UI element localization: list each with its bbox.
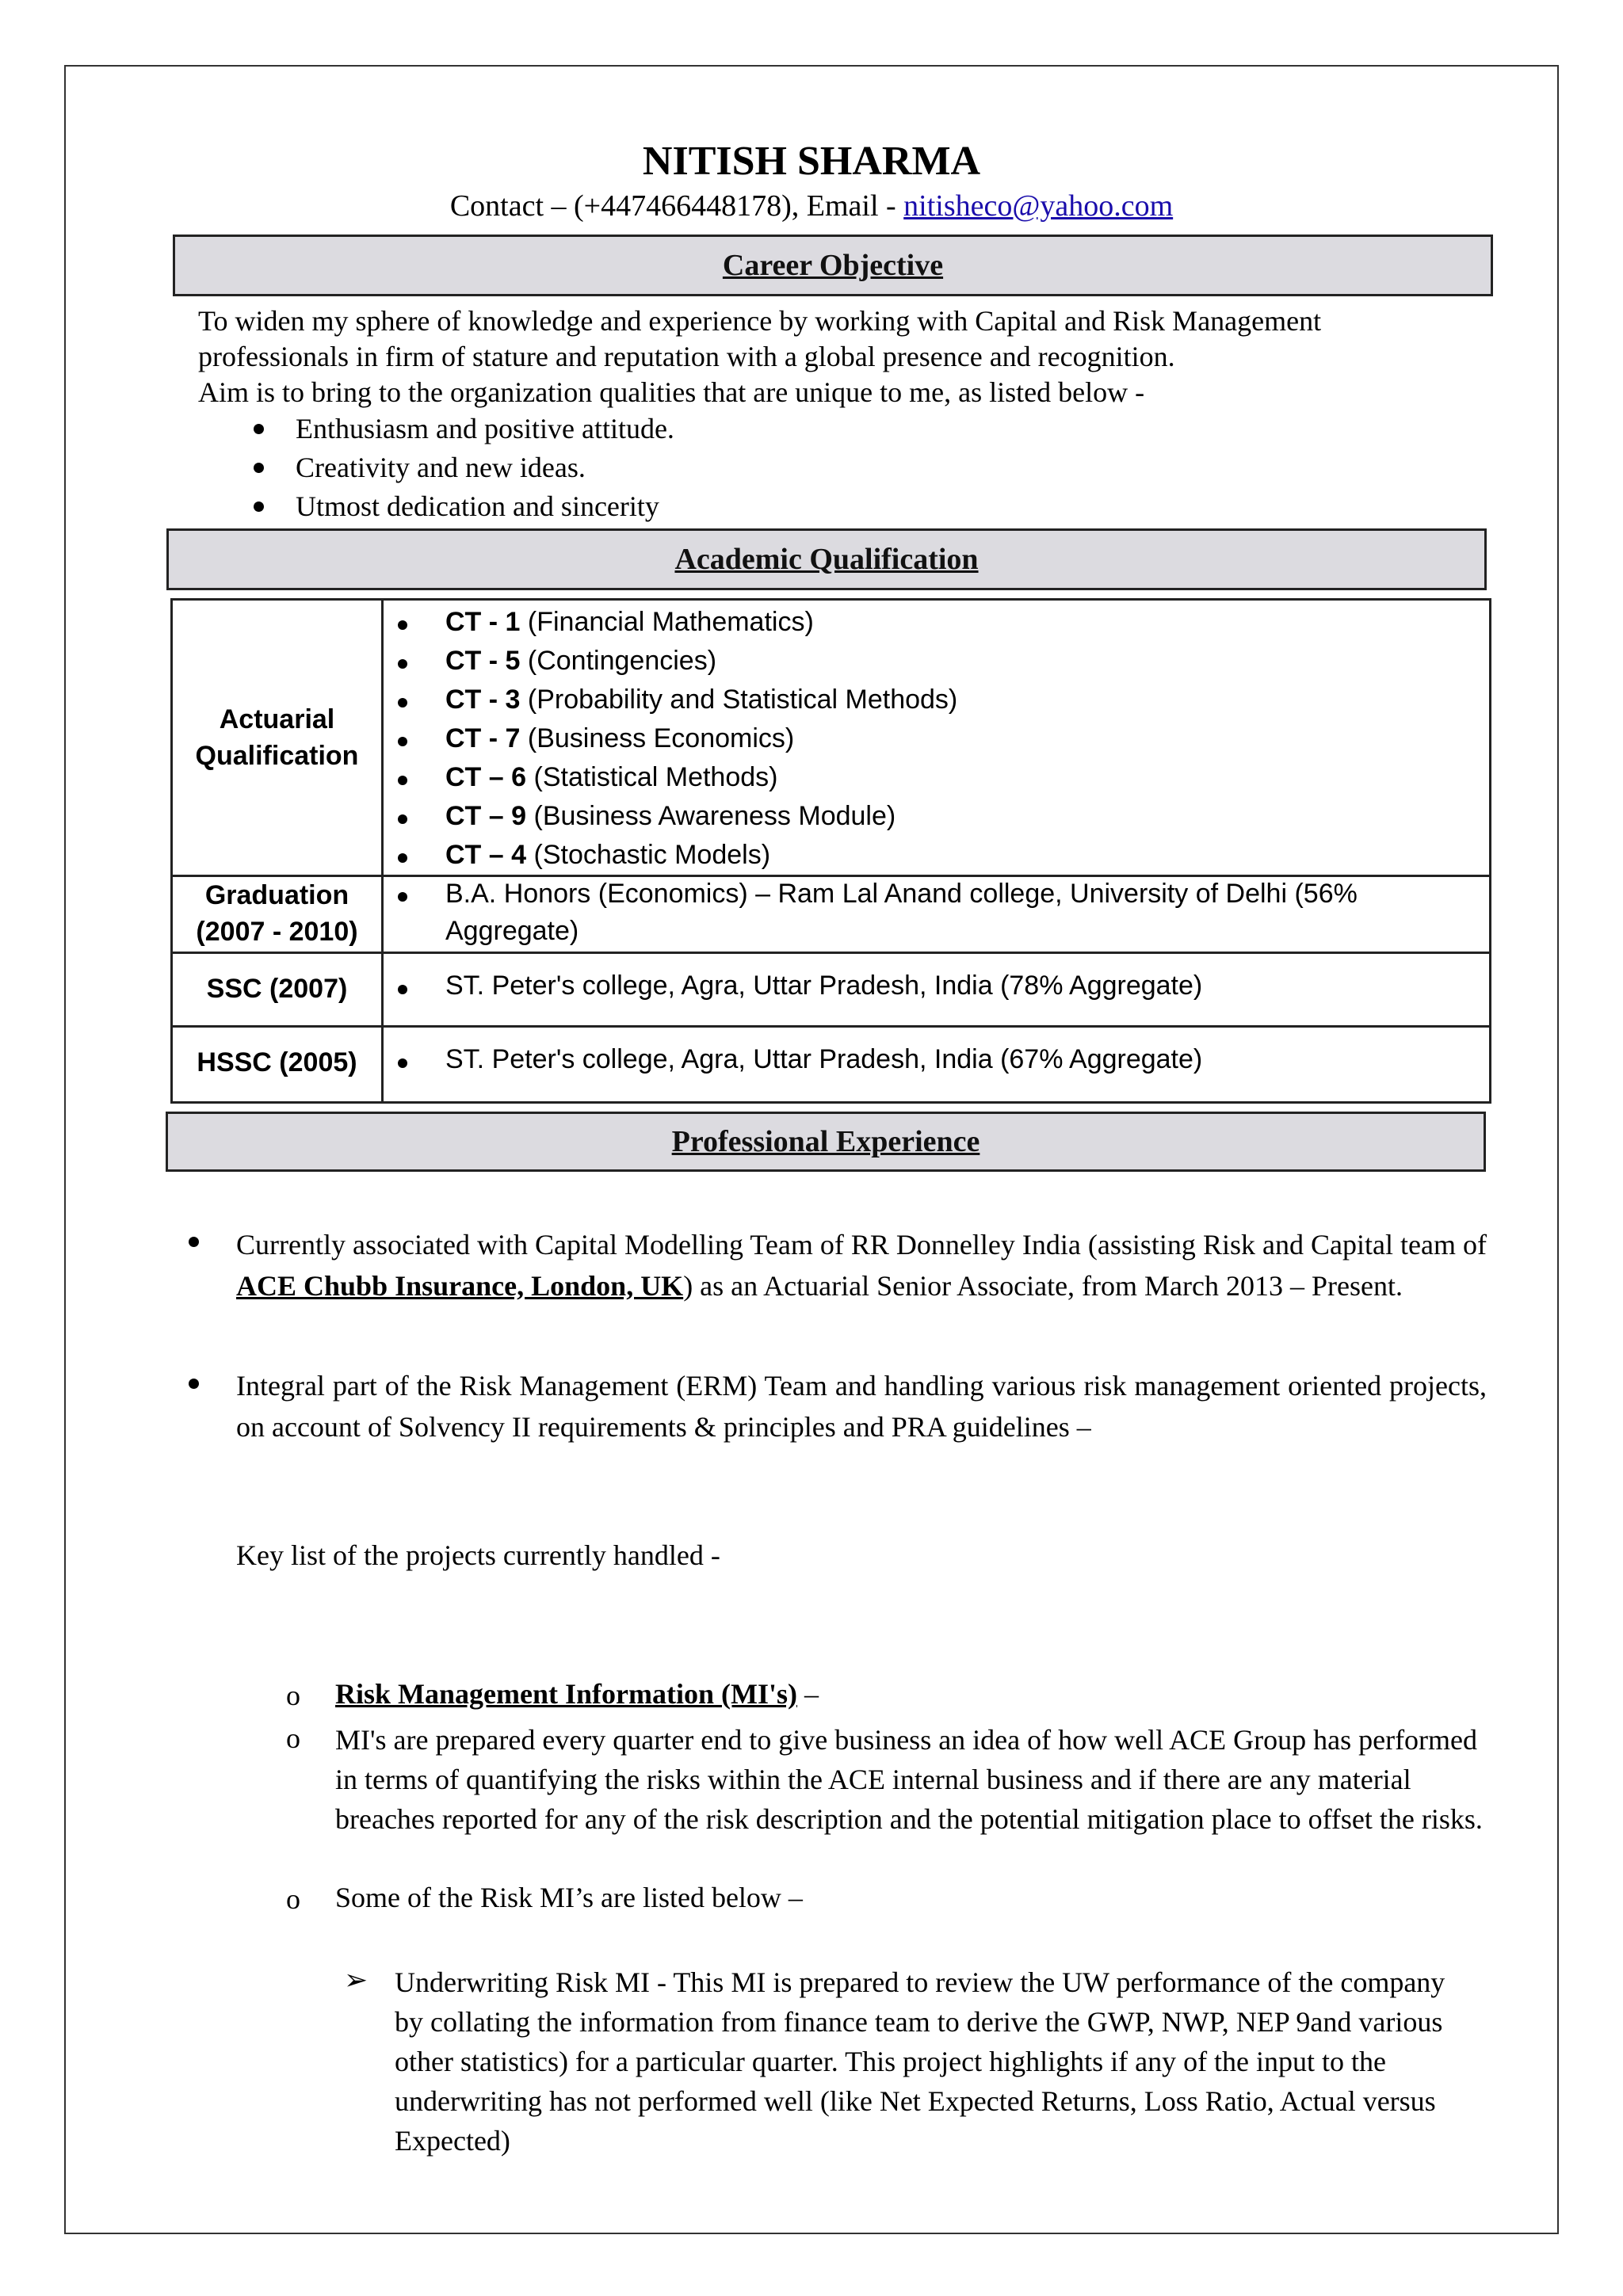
exam-code: CT – 9: [445, 801, 527, 831]
graduation-detail: Aggregate): [445, 916, 579, 946]
exam-desc: (Business Economics): [520, 723, 795, 753]
academic-qualification-heading: Academic Qualification: [166, 528, 1487, 590]
sub-bullet-marker: o: [286, 1883, 300, 1915]
bullet-dot: [398, 698, 407, 707]
bullet-dot: [398, 892, 407, 902]
graduation-label-line: Graduation: [204, 880, 349, 910]
sub-bullet-marker: o: [286, 1680, 300, 1711]
hssc-detail: ST. Peter's college, Agra, Uttar Pradesh, India (67% Aggregate): [445, 1044, 1203, 1074]
exam-item: [445, 685, 957, 715]
experience-item: [236, 1224, 1487, 1306]
bullet-dot: [254, 463, 264, 473]
bullet-dot: [189, 1237, 199, 1247]
qualification-table: [170, 598, 1491, 1104]
exam-desc: (Stochastic Models): [526, 840, 771, 870]
exam-item: [445, 646, 716, 677]
objective-line: professionals in firm of stature and reputation with a global presence and recognition.: [198, 341, 1175, 372]
mi-title: Risk Management Information (MI's): [335, 1678, 797, 1710]
quality-item: Creativity and new ideas.: [296, 452, 586, 483]
ssc-label: SSC (2007): [206, 974, 348, 1004]
exam-item: [445, 762, 778, 793]
candidate-name: NITISH SHARMA: [642, 139, 981, 184]
bullet-dot: [189, 1379, 199, 1389]
experience-text: ) as an Actuarial Senior Associate, from March 2013 – Present.: [683, 1270, 1403, 1302]
exam-desc: (Financial Mathematics): [520, 607, 814, 637]
mi-dash: –: [796, 1678, 819, 1710]
exam-code: CT - 3: [445, 685, 521, 715]
contact-line: [0, 189, 1623, 223]
exam-desc: (Probability and Statistical Methods): [520, 685, 958, 715]
actuarial-label-line: Actuarial: [219, 704, 335, 734]
exam-item: [445, 840, 770, 871]
quality-item: Enthusiasm and positive attitude.: [296, 413, 674, 444]
graduation-detail: B.A. Honors (Economics) – Ram Lal Anand college, University of Delhi (56%: [445, 879, 1358, 909]
actuarial-label-line: Qualification: [195, 741, 359, 771]
bullet-dot: [254, 424, 264, 434]
exam-code: CT – 4: [445, 840, 527, 870]
hssc-label: HSSC (2005): [197, 1047, 357, 1077]
ssc-detail: ST. Peter's college, Agra, Uttar Pradesh, India (78% Aggregate): [445, 971, 1203, 1001]
bullet-dot: [398, 1058, 407, 1068]
exam-desc: (Contingencies): [520, 646, 717, 676]
exam-code: CT – 6: [445, 762, 527, 792]
exam-item: [445, 607, 814, 638]
graduation-label-line: (2007 - 2010): [196, 917, 358, 947]
sub-bullet-marker: o: [286, 1722, 300, 1754]
bullet-dot: [398, 737, 407, 746]
company-name: ACE Chubb Insurance, London, UK: [236, 1270, 684, 1302]
mi-heading: [335, 1677, 819, 1711]
professional-experience-heading: Professional Experience: [166, 1112, 1486, 1172]
quality-item: Utmost dedication and sincerity: [296, 490, 659, 522]
experience-item: Integral part of the Risk Management (ERM) Team and handling various risk management oriented projects, on account of Solvency II requirements & principles and PRA guidelines –: [236, 1370, 1487, 1443]
exam-code: CT - 7: [445, 723, 521, 753]
bullet-dot: [398, 776, 407, 785]
bullet-dot: [398, 659, 407, 669]
mi-list-intro: Some of the Risk MI’s are listed below –: [335, 1882, 803, 1913]
mi-description: MI's are prepared every quarter end to give business an idea of how well ACE Group has performed in terms of quantifying the risks within the ACE internal business and if there are any material breaches reported for any of the risk description and the potential mitigation place to offset the risks.: [335, 1724, 1483, 1835]
uw-mi-description: Underwriting Risk MI - This MI is prepared to review the UW performance of the company by collating the information from finance team to derive the GWP, NWP, NEP 9and various other statistics) for a particular quarter. This project highlights if any of the input to the underwriting has not performed well (like Net Expected Returns, Loss Ratio, Actual versus Expected): [395, 1966, 1445, 2157]
exam-item: [445, 801, 896, 832]
actuarial-label: [173, 701, 381, 774]
contact-text: Contact – (+447466448178), Email -: [449, 189, 904, 223]
bullet-dot: [398, 620, 407, 630]
email-link[interactable]: nitisheco@yahoo.com: [903, 189, 1174, 223]
exam-item: [445, 723, 794, 754]
table-divider: [173, 1025, 1489, 1028]
experience-text: Currently associated with Capital Modelling Team of RR Donnelley India (assisting Risk and Capital team of: [236, 1229, 1487, 1261]
objective-line: Aim is to bring to the organization qualities that are unique to me, as listed below -: [198, 376, 1145, 408]
exam-desc: (Business Awareness Module): [526, 801, 896, 831]
arrow-bullet-icon: ➢: [344, 1963, 369, 1996]
exam-code: CT - 1: [445, 607, 521, 637]
exam-desc: (Statistical Methods): [526, 762, 778, 792]
bullet-dot: [398, 985, 407, 994]
table-divider: [173, 952, 1489, 954]
bullet-dot: [398, 853, 407, 863]
objective-line: To widen my sphere of knowledge and experience by working with Capital and Risk Management: [198, 305, 1322, 337]
key-list-intro: Key list of the projects currently handled -: [236, 1539, 720, 1571]
graduation-label: [173, 877, 381, 950]
bullet-dot: [254, 502, 264, 512]
career-objective-heading: Career Objective: [173, 235, 1493, 296]
bullet-dot: [398, 814, 407, 824]
exam-code: CT - 5: [445, 646, 521, 676]
